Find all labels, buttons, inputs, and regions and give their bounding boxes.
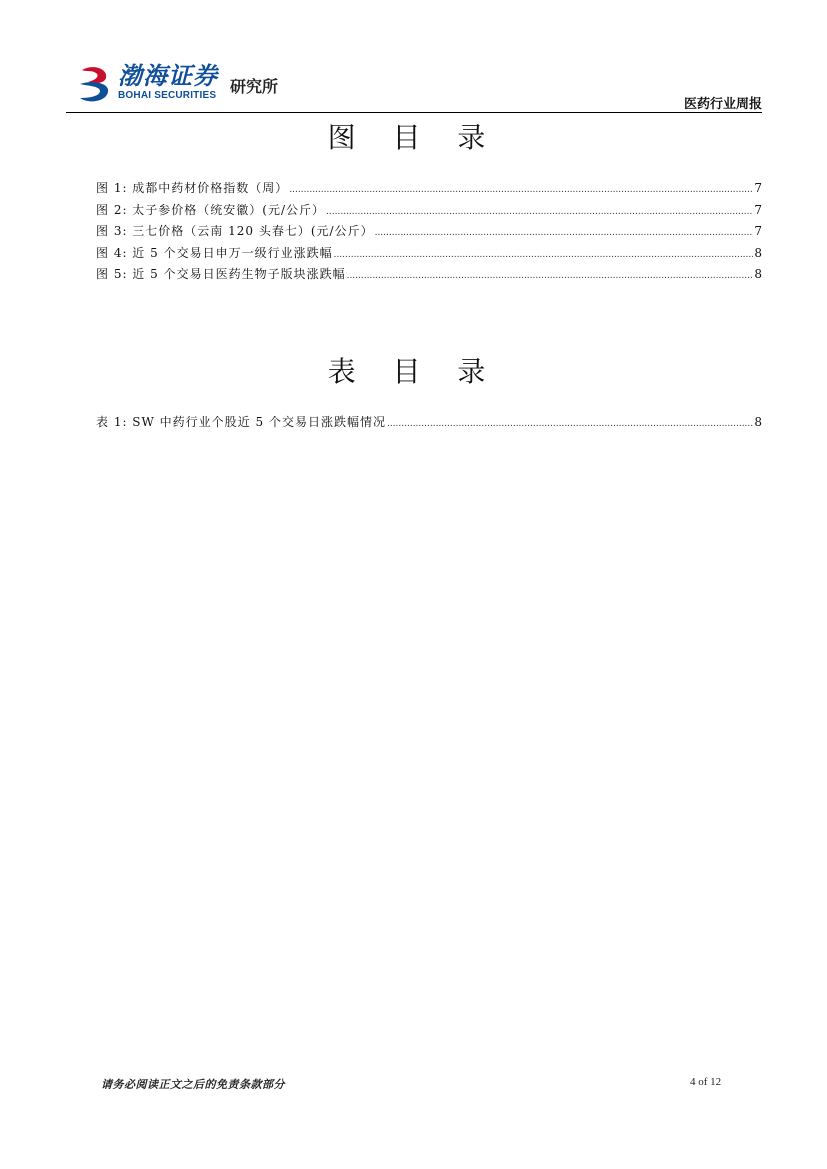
toc-leader-dots [289,178,753,202]
footer-disclaimer: 请务必阅读正文之后的免责条款部分 [101,1078,285,1091]
tables-toc-title: 表 目 录 [327,355,500,388]
brand-name-cn: 渤海证券 [118,61,218,90]
toc-entry-page: 8 [754,267,762,281]
footer-page-indicator: 4 of 12 [690,1076,722,1088]
toc-leader-dots [387,412,753,436]
toc-entry-label: 图 4: 近 5 个交易日申万一级行业涨跌幅 [96,245,333,260]
toc-entry-figure-5[interactable] [96,264,762,286]
toc-leader-dots [326,200,753,224]
toc-entry-label: 图 2: 太子参价格（统安徽）(元/公斤） [96,202,326,217]
toc-entry-figure-4[interactable] [96,243,762,265]
toc-entry-label: 图 3: 三七价格（云南 120 头春七）(元/公斤） [96,224,374,238]
toc-entry-label: 图 5: 近 5 个交易日医药生物子版块涨跌幅 [96,267,346,281]
toc-entry-page: 7 [754,224,762,238]
report-type-label: 医药行业周报 [683,97,762,112]
toc-entry-figure-1[interactable] [96,178,762,200]
page-header [66,58,762,114]
figures-toc-list [96,178,762,286]
toc-leader-dots [347,264,754,288]
toc-entry-page: 8 [754,245,762,260]
toc-leader-dots [334,243,754,267]
header-divider [66,112,762,113]
figures-toc-title: 图 目 录 [327,121,500,154]
brand-name-en: BOHAI SECURITIES [118,90,217,101]
toc-entry-table-1[interactable] [96,412,762,434]
toc-entry-page: 8 [754,415,762,429]
institute-label: 研究所 [230,77,279,96]
toc-entry-figure-2[interactable] [96,200,762,222]
toc-entry-page: 7 [754,202,762,217]
bohai-logo-icon [78,64,112,104]
brand-logo-text [118,62,218,102]
toc-entry-label: 图 1: 成都中药材价格指数（周） [96,181,289,195]
toc-entry-figure-3[interactable] [96,221,762,243]
tables-toc-list [96,412,762,434]
toc-entry-page: 7 [754,181,762,195]
toc-leader-dots [375,221,754,245]
toc-entry-label: 表 1: SW 中药行业个股近 5 个交易日涨跌幅情况 [96,415,386,429]
